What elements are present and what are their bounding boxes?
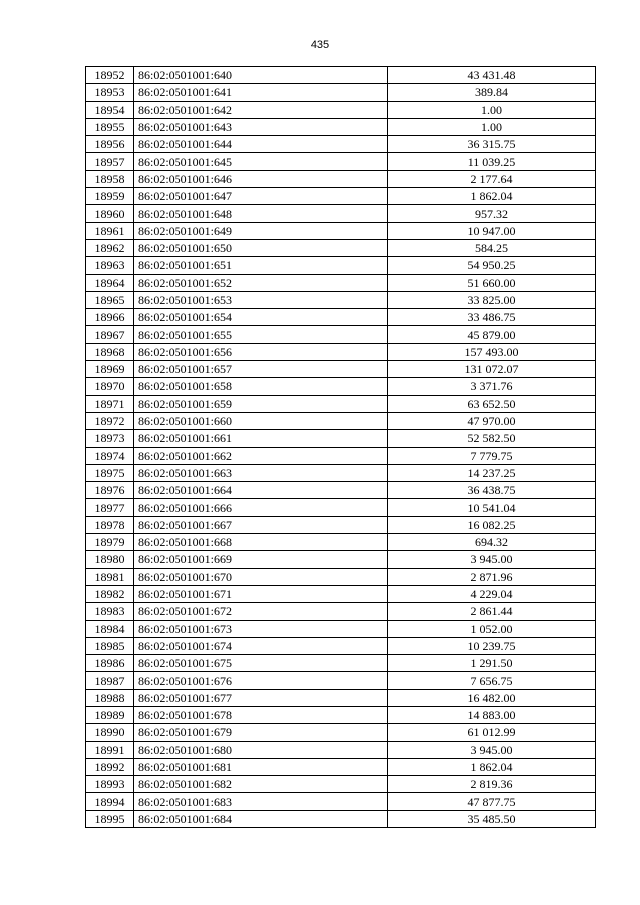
table-row (86, 810, 596, 827)
cadastral-number: 86:02:0501001:670 (134, 568, 388, 585)
table-row (86, 776, 596, 793)
cadastral-value: 36 438.75 (388, 482, 596, 499)
cadastral-value: 957.32 (388, 205, 596, 222)
row-number: 18972 (86, 412, 134, 429)
cadastral-value: 16 082.25 (388, 516, 596, 533)
cadastral-number: 86:02:0501001:649 (134, 222, 388, 239)
cadastral-number: 86:02:0501001:671 (134, 585, 388, 602)
cadastral-value: 7 779.75 (388, 447, 596, 464)
row-number: 18971 (86, 395, 134, 412)
table-row (86, 378, 596, 395)
table-row (86, 464, 596, 481)
row-number: 18991 (86, 741, 134, 758)
row-number: 18966 (86, 309, 134, 326)
row-number: 18952 (86, 67, 134, 84)
cadastral-number: 86:02:0501001:666 (134, 499, 388, 516)
table-row (86, 412, 596, 429)
cadastral-value: 389.84 (388, 84, 596, 101)
table-row (86, 257, 596, 274)
table-row (86, 136, 596, 153)
table-row (86, 239, 596, 256)
row-number: 18983 (86, 603, 134, 620)
cadastral-number: 86:02:0501001:641 (134, 84, 388, 101)
cadastral-value: 51 660.00 (388, 274, 596, 291)
table-row (86, 724, 596, 741)
cadastral-number: 86:02:0501001:661 (134, 430, 388, 447)
cadastral-number: 86:02:0501001:660 (134, 412, 388, 429)
row-number: 18987 (86, 672, 134, 689)
table-row (86, 585, 596, 602)
row-number: 18956 (86, 136, 134, 153)
cadastral-number: 86:02:0501001:676 (134, 672, 388, 689)
table-row (86, 447, 596, 464)
cadastral-value: 4 229.04 (388, 585, 596, 602)
row-number: 18953 (86, 84, 134, 101)
table-row (86, 205, 596, 222)
cadastral-value: 2 871.96 (388, 568, 596, 585)
table-row (86, 758, 596, 775)
cadastral-number: 86:02:0501001:668 (134, 534, 388, 551)
cadastral-value: 14 237.25 (388, 464, 596, 481)
cadastral-value: 1.00 (388, 101, 596, 118)
row-number: 18995 (86, 810, 134, 827)
cadastral-number: 86:02:0501001:646 (134, 170, 388, 187)
row-number: 18989 (86, 706, 134, 723)
cadastral-number: 86:02:0501001:679 (134, 724, 388, 741)
table-row (86, 101, 596, 118)
row-number: 18954 (86, 101, 134, 118)
row-number: 18970 (86, 378, 134, 395)
cadastral-value: 1 052.00 (388, 620, 596, 637)
cadastral-value: 47 877.75 (388, 793, 596, 810)
table-row (86, 170, 596, 187)
row-number: 18977 (86, 499, 134, 516)
cadastral-number: 86:02:0501001:675 (134, 655, 388, 672)
cadastral-value: 3 371.76 (388, 378, 596, 395)
cadastral-number: 86:02:0501001:651 (134, 257, 388, 274)
row-number: 18955 (86, 118, 134, 135)
cadastral-number: 86:02:0501001:662 (134, 447, 388, 464)
row-number: 18981 (86, 568, 134, 585)
table-row (86, 741, 596, 758)
cadastral-value: 3 945.00 (388, 741, 596, 758)
table-row (86, 361, 596, 378)
cadastral-value: 11 039.25 (388, 153, 596, 170)
cadastral-number: 86:02:0501001:654 (134, 309, 388, 326)
cadastral-number: 86:02:0501001:653 (134, 291, 388, 308)
row-number: 18958 (86, 170, 134, 187)
cadastral-value: 10 239.75 (388, 637, 596, 654)
table-row (86, 568, 596, 585)
table-row (86, 291, 596, 308)
row-number: 18990 (86, 724, 134, 741)
row-number: 18975 (86, 464, 134, 481)
row-number: 18965 (86, 291, 134, 308)
table-row (86, 326, 596, 343)
table-row (86, 118, 596, 135)
cadastral-number: 86:02:0501001:659 (134, 395, 388, 412)
cadastral-value: 131 072.07 (388, 361, 596, 378)
row-number: 18993 (86, 776, 134, 793)
cadastral-number: 86:02:0501001:672 (134, 603, 388, 620)
row-number: 18974 (86, 447, 134, 464)
row-number: 18979 (86, 534, 134, 551)
table-row (86, 620, 596, 637)
cadastral-value: 43 431.48 (388, 67, 596, 84)
cadastral-value: 14 883.00 (388, 706, 596, 723)
row-number: 18964 (86, 274, 134, 291)
table-row (86, 793, 596, 810)
row-number: 18973 (86, 430, 134, 447)
cadastral-number: 86:02:0501001:681 (134, 758, 388, 775)
cadastral-number: 86:02:0501001:650 (134, 239, 388, 256)
cadastral-value: 10 947.00 (388, 222, 596, 239)
table-row (86, 534, 596, 551)
cadastral-value: 45 879.00 (388, 326, 596, 343)
cadastral-value: 3 945.00 (388, 551, 596, 568)
table-body (86, 67, 596, 828)
row-number: 18957 (86, 153, 134, 170)
cadastral-value: 61 012.99 (388, 724, 596, 741)
cadastral-number: 86:02:0501001:678 (134, 706, 388, 723)
cadastral-number: 86:02:0501001:644 (134, 136, 388, 153)
cadastral-value: 2 177.64 (388, 170, 596, 187)
row-number: 18992 (86, 758, 134, 775)
table-row (86, 706, 596, 723)
cadastral-value: 157 493.00 (388, 343, 596, 360)
row-number: 18994 (86, 793, 134, 810)
cadastral-number: 86:02:0501001:683 (134, 793, 388, 810)
table-row (86, 274, 596, 291)
row-number: 18980 (86, 551, 134, 568)
table-row (86, 516, 596, 533)
cadastral-value: 2 819.36 (388, 776, 596, 793)
row-number: 18962 (86, 239, 134, 256)
table-row (86, 551, 596, 568)
cadastral-value: 1 862.04 (388, 758, 596, 775)
cadastral-number: 86:02:0501001:640 (134, 67, 388, 84)
cadastral-value: 584.25 (388, 239, 596, 256)
table-row (86, 222, 596, 239)
row-number: 18967 (86, 326, 134, 343)
cadastral-value: 47 970.00 (388, 412, 596, 429)
cadastral-number: 86:02:0501001:658 (134, 378, 388, 395)
cadastral-number: 86:02:0501001:657 (134, 361, 388, 378)
cadastral-number: 86:02:0501001:674 (134, 637, 388, 654)
table-row (86, 482, 596, 499)
row-number: 18961 (86, 222, 134, 239)
cadastral-value: 16 482.00 (388, 689, 596, 706)
table-row (86, 637, 596, 654)
cadastral-number: 86:02:0501001:647 (134, 188, 388, 205)
row-number: 18978 (86, 516, 134, 533)
cadastral-number: 86:02:0501001:677 (134, 689, 388, 706)
cadastral-number: 86:02:0501001:684 (134, 810, 388, 827)
table-row (86, 309, 596, 326)
cadastral-value: 1 862.04 (388, 188, 596, 205)
row-number: 18969 (86, 361, 134, 378)
table-row (86, 499, 596, 516)
row-number: 18960 (86, 205, 134, 222)
cadastral-number: 86:02:0501001:652 (134, 274, 388, 291)
table-row (86, 395, 596, 412)
cadastral-number: 86:02:0501001:642 (134, 101, 388, 118)
cadastral-number: 86:02:0501001:664 (134, 482, 388, 499)
row-number: 18984 (86, 620, 134, 637)
cadastral-value: 33 825.00 (388, 291, 596, 308)
cadastral-number: 86:02:0501001:648 (134, 205, 388, 222)
cadastral-value: 36 315.75 (388, 136, 596, 153)
table-row (86, 655, 596, 672)
table-row (86, 603, 596, 620)
cadastral-number: 86:02:0501001:656 (134, 343, 388, 360)
cadastral-number: 86:02:0501001:667 (134, 516, 388, 533)
cadastral-number: 86:02:0501001:645 (134, 153, 388, 170)
row-number: 18982 (86, 585, 134, 602)
row-number: 18976 (86, 482, 134, 499)
row-number: 18963 (86, 257, 134, 274)
table-row (86, 188, 596, 205)
cadastral-value-table (85, 66, 596, 828)
table-row (86, 153, 596, 170)
row-number: 18986 (86, 655, 134, 672)
cadastral-value: 35 485.50 (388, 810, 596, 827)
row-number: 18959 (86, 188, 134, 205)
cadastral-value: 63 652.50 (388, 395, 596, 412)
cadastral-value: 52 582.50 (388, 430, 596, 447)
page-number: 435 (310, 39, 330, 51)
row-number: 18988 (86, 689, 134, 706)
cadastral-number: 86:02:0501001:673 (134, 620, 388, 637)
table-row (86, 67, 596, 84)
cadastral-number: 86:02:0501001:680 (134, 741, 388, 758)
table-row (86, 672, 596, 689)
row-number: 18968 (86, 343, 134, 360)
cadastral-number: 86:02:0501001:669 (134, 551, 388, 568)
table-row (86, 84, 596, 101)
table-row (86, 343, 596, 360)
cadastral-value: 694.32 (388, 534, 596, 551)
cadastral-number: 86:02:0501001:682 (134, 776, 388, 793)
cadastral-value: 10 541.04 (388, 499, 596, 516)
table-row (86, 689, 596, 706)
table-row (86, 430, 596, 447)
cadastral-value: 7 656.75 (388, 672, 596, 689)
cadastral-number: 86:02:0501001:655 (134, 326, 388, 343)
cadastral-number: 86:02:0501001:663 (134, 464, 388, 481)
row-number: 18985 (86, 637, 134, 654)
cadastral-value: 2 861.44 (388, 603, 596, 620)
cadastral-value: 1 291.50 (388, 655, 596, 672)
cadastral-value: 1.00 (388, 118, 596, 135)
cadastral-number: 86:02:0501001:643 (134, 118, 388, 135)
cadastral-value: 33 486.75 (388, 309, 596, 326)
cadastral-value: 54 950.25 (388, 257, 596, 274)
